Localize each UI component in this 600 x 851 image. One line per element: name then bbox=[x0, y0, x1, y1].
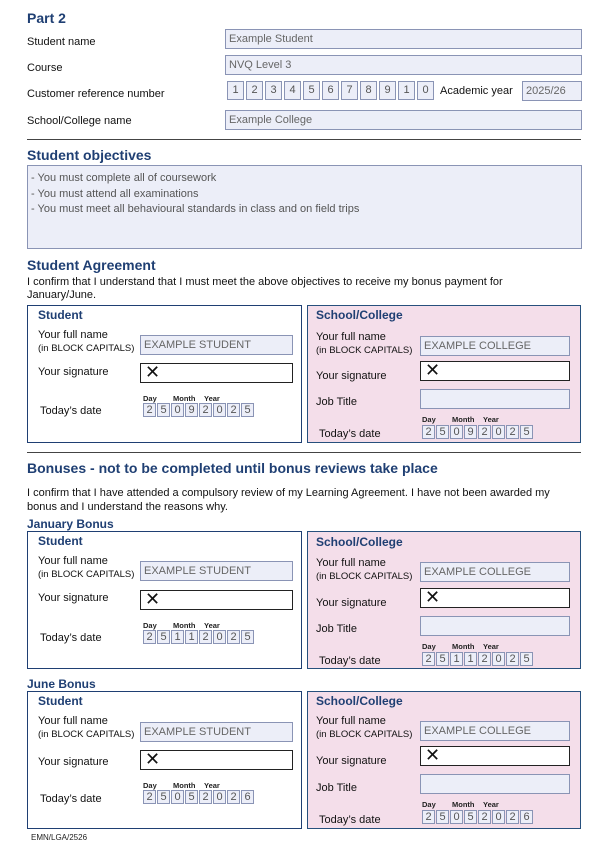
date-digit[interactable]: 2 bbox=[199, 790, 212, 804]
month-label: Month bbox=[173, 394, 196, 403]
date-digit[interactable]: 5 bbox=[241, 403, 254, 417]
student-full-name-field[interactable]: EXAMPLE STUDENT bbox=[140, 335, 293, 355]
student-box-title: Student bbox=[38, 534, 83, 548]
date-digit[interactable]: 2 bbox=[227, 630, 240, 644]
year-label: Year bbox=[204, 394, 220, 403]
signature-label: Your signature bbox=[316, 755, 387, 767]
school-date-field[interactable] bbox=[422, 652, 534, 666]
date-digit[interactable]: 5 bbox=[436, 652, 449, 666]
date-digit[interactable]: 9 bbox=[464, 425, 477, 439]
job-title-field[interactable] bbox=[420, 616, 570, 636]
todays-date-label: Today’s date bbox=[40, 793, 102, 805]
day-label: Day bbox=[422, 415, 436, 424]
todays-date-label: Today’s date bbox=[40, 632, 102, 644]
month-label: Month bbox=[452, 800, 475, 809]
student-full-name-field[interactable]: EXAMPLE STUDENT bbox=[140, 722, 293, 742]
june-bonus-title: June Bonus bbox=[27, 677, 96, 691]
todays-date-label: Today’s date bbox=[319, 655, 381, 667]
date-digit[interactable]: 0 bbox=[450, 810, 463, 824]
agreement-student-box bbox=[27, 305, 302, 443]
objectives-box[interactable] bbox=[27, 165, 582, 249]
january-school-box bbox=[307, 531, 581, 669]
date-digit[interactable]: 0 bbox=[492, 810, 505, 824]
june-student-box bbox=[27, 691, 302, 829]
signature-label: Your signature bbox=[38, 366, 109, 378]
academic-year-label: Academic year bbox=[440, 85, 513, 97]
day-label: Day bbox=[143, 781, 157, 790]
date-digit[interactable]: 2 bbox=[422, 425, 435, 439]
month-label: Month bbox=[173, 621, 196, 630]
date-digit[interactable]: 2 bbox=[227, 790, 240, 804]
todays-date-label: Today’s date bbox=[319, 814, 381, 826]
date-digit[interactable]: 2 bbox=[506, 652, 519, 666]
date-digit[interactable]: 2 bbox=[478, 425, 491, 439]
date-digit[interactable]: 2 bbox=[422, 652, 435, 666]
january-student-box bbox=[27, 531, 302, 669]
bonuses-text: I confirm that I have attended a compulsory review of my Learning Agreement. I have not been awarded my bonus and I understand the reasons why. bbox=[27, 487, 550, 513]
school-date-field[interactable] bbox=[422, 425, 534, 439]
cross-icon: ✕ bbox=[425, 587, 441, 608]
day-label: Day bbox=[143, 621, 157, 630]
year-label: Year bbox=[204, 621, 220, 630]
student-box-title: Student bbox=[38, 308, 83, 322]
date-digit[interactable]: 2 bbox=[506, 810, 519, 824]
student-date-field[interactable] bbox=[143, 790, 255, 804]
full-name-label: Your full name (in BLOCK CAPITALS) bbox=[38, 555, 135, 580]
crn-digit[interactable]: 5 bbox=[303, 81, 320, 100]
year-label: Year bbox=[483, 415, 499, 424]
job-title-field[interactable] bbox=[420, 389, 570, 409]
job-title-label: Job Title bbox=[316, 782, 357, 794]
date-digit[interactable]: 0 bbox=[213, 403, 226, 417]
date-digit[interactable]: 0 bbox=[450, 425, 463, 439]
date-digit[interactable]: 6 bbox=[241, 790, 254, 804]
date-digit[interactable]: 9 bbox=[185, 403, 198, 417]
school-name-field[interactable]: Example College bbox=[225, 110, 582, 130]
day-label: Day bbox=[422, 800, 436, 809]
cross-icon: ✕ bbox=[145, 362, 161, 383]
june-school-box bbox=[307, 691, 581, 829]
cross-icon: ✕ bbox=[145, 749, 161, 770]
student-signature-field[interactable] bbox=[140, 363, 293, 383]
date-digit[interactable]: 2 bbox=[143, 630, 156, 644]
crn-digit[interactable]: 4 bbox=[284, 81, 301, 100]
full-name-label: Your full name (in BLOCK CAPITALS) bbox=[316, 331, 413, 356]
crn-digit[interactable]: 2 bbox=[246, 81, 263, 100]
student-name-field[interactable]: Example Student bbox=[225, 29, 582, 49]
month-label: Month bbox=[452, 415, 475, 424]
year-label: Year bbox=[204, 781, 220, 790]
date-digit[interactable]: 5 bbox=[520, 652, 533, 666]
objective-line: - You must complete all of coursework bbox=[31, 172, 217, 184]
part-title: Part 2 bbox=[27, 10, 66, 26]
signature-label: Your signature bbox=[316, 370, 387, 382]
agreement-title: Student Agreement bbox=[27, 257, 156, 273]
cross-icon: ✕ bbox=[145, 589, 161, 610]
full-name-label: Your full name (in BLOCK CAPITALS) bbox=[316, 715, 413, 740]
cross-icon: ✕ bbox=[425, 745, 441, 766]
day-label: Day bbox=[143, 394, 157, 403]
school-box-title: School/College bbox=[316, 694, 403, 708]
date-digit[interactable]: 5 bbox=[157, 790, 170, 804]
date-digit[interactable]: 2 bbox=[143, 403, 156, 417]
full-name-label: Your full name (in BLOCK CAPITALS) bbox=[38, 715, 135, 740]
year-label: Year bbox=[483, 642, 499, 651]
crn-digit[interactable]: 9 bbox=[379, 81, 396, 100]
school-signature-field[interactable] bbox=[420, 746, 570, 766]
objective-line: - You must meet all behavioural standards in class and on field trips bbox=[31, 203, 360, 215]
date-digit[interactable]: 0 bbox=[213, 790, 226, 804]
signature-label: Your signature bbox=[38, 756, 109, 768]
agreement-school-box bbox=[307, 305, 581, 443]
date-digit[interactable]: 5 bbox=[436, 425, 449, 439]
year-label: Year bbox=[483, 800, 499, 809]
objectives-title: Student objectives bbox=[27, 147, 152, 163]
school-signature-field[interactable] bbox=[420, 361, 570, 381]
agreement-text: I confirm that I understand that I must meet the above objectives to receive my bonus payment for January/June. bbox=[27, 276, 503, 301]
date-digit[interactable]: 1 bbox=[171, 630, 184, 644]
student-full-name-field[interactable]: EXAMPLE STUDENT bbox=[140, 561, 293, 581]
date-digit[interactable]: 2 bbox=[478, 810, 491, 824]
school-date-field[interactable] bbox=[422, 810, 534, 824]
job-title-label: Job Title bbox=[316, 623, 357, 635]
divider bbox=[27, 139, 581, 140]
footer-code: EMN/LGA/2526 bbox=[31, 833, 88, 842]
date-digit[interactable]: 2 bbox=[199, 403, 212, 417]
bonuses-title: Bonuses - not to be completed until bonus reviews take place bbox=[27, 460, 438, 476]
date-digit[interactable]: 1 bbox=[450, 652, 463, 666]
job-title-field[interactable] bbox=[420, 774, 570, 794]
student-signature-field[interactable] bbox=[140, 750, 293, 770]
date-digit[interactable]: 2 bbox=[478, 652, 491, 666]
school-full-name-field[interactable]: EXAMPLE COLLEGE bbox=[420, 336, 570, 356]
date-digit[interactable]: 5 bbox=[185, 790, 198, 804]
student-date-field[interactable] bbox=[143, 403, 255, 417]
date-digit[interactable]: 1 bbox=[185, 630, 198, 644]
january-bonus-title: January Bonus bbox=[27, 517, 114, 531]
todays-date-label: Today’s date bbox=[40, 405, 102, 417]
date-digit[interactable]: 2 bbox=[506, 425, 519, 439]
cross-icon: ✕ bbox=[425, 360, 441, 381]
academic-year-field[interactable]: 2025/26 bbox=[522, 81, 582, 101]
student-date-field[interactable] bbox=[143, 630, 255, 644]
divider bbox=[27, 452, 581, 453]
date-digit[interactable]: 0 bbox=[492, 652, 505, 666]
crn-digit[interactable]: 6 bbox=[322, 81, 339, 100]
crn-field[interactable] bbox=[227, 81, 436, 100]
school-box-title: School/College bbox=[316, 308, 403, 322]
date-digit[interactable]: 2 bbox=[199, 630, 212, 644]
crn-digit[interactable]: 1 bbox=[227, 81, 244, 100]
date-digit[interactable]: 5 bbox=[157, 403, 170, 417]
date-digit[interactable]: 2 bbox=[422, 810, 435, 824]
month-label: Month bbox=[173, 781, 196, 790]
date-digit[interactable]: 2 bbox=[143, 790, 156, 804]
date-digit[interactable]: 5 bbox=[464, 810, 477, 824]
course-field[interactable]: NVQ Level 3 bbox=[225, 55, 582, 75]
date-digit[interactable]: 5 bbox=[241, 630, 254, 644]
date-digit[interactable]: 5 bbox=[436, 810, 449, 824]
job-title-label: Job Title bbox=[316, 396, 357, 408]
objective-line: - You must attend all examinations bbox=[31, 187, 199, 200]
date-digit[interactable]: 0 bbox=[171, 403, 184, 417]
date-digit[interactable]: 5 bbox=[157, 630, 170, 644]
date-digit[interactable]: 2 bbox=[227, 403, 240, 417]
student-box-title: Student bbox=[38, 694, 83, 708]
date-digit[interactable]: 0 bbox=[213, 630, 226, 644]
crn-digit[interactable]: 7 bbox=[341, 81, 358, 100]
date-digit[interactable]: 6 bbox=[520, 810, 533, 824]
school-box-title: School/College bbox=[316, 535, 403, 549]
full-name-label: Your full name (in BLOCK CAPITALS) bbox=[316, 557, 413, 582]
date-digit[interactable]: 1 bbox=[464, 652, 477, 666]
date-digit[interactable]: 0 bbox=[171, 790, 184, 804]
month-label: Month bbox=[452, 642, 475, 651]
crn-digit[interactable]: 3 bbox=[265, 81, 282, 100]
crn-digit[interactable]: 8 bbox=[360, 81, 377, 100]
date-digit[interactable]: 0 bbox=[492, 425, 505, 439]
full-name-label: Your full name (in BLOCK CAPITALS) bbox=[38, 329, 135, 354]
todays-date-label: Today’s date bbox=[319, 428, 381, 440]
school-full-name-field[interactable]: EXAMPLE COLLEGE bbox=[420, 721, 570, 741]
school-signature-field[interactable] bbox=[420, 588, 570, 608]
crn-digit[interactable]: 1 bbox=[398, 81, 415, 100]
school-full-name-field[interactable]: EXAMPLE COLLEGE bbox=[420, 562, 570, 582]
student-name-label: Student name bbox=[27, 36, 96, 48]
day-label: Day bbox=[422, 642, 436, 651]
signature-label: Your signature bbox=[38, 592, 109, 604]
course-label: Course bbox=[27, 62, 63, 74]
school-name-label: School/College name bbox=[27, 115, 132, 127]
crn-label: Customer reference number bbox=[27, 88, 165, 100]
date-digit[interactable]: 5 bbox=[520, 425, 533, 439]
crn-digit[interactable]: 0 bbox=[417, 81, 434, 100]
student-signature-field[interactable] bbox=[140, 590, 293, 610]
signature-label: Your signature bbox=[316, 597, 387, 609]
